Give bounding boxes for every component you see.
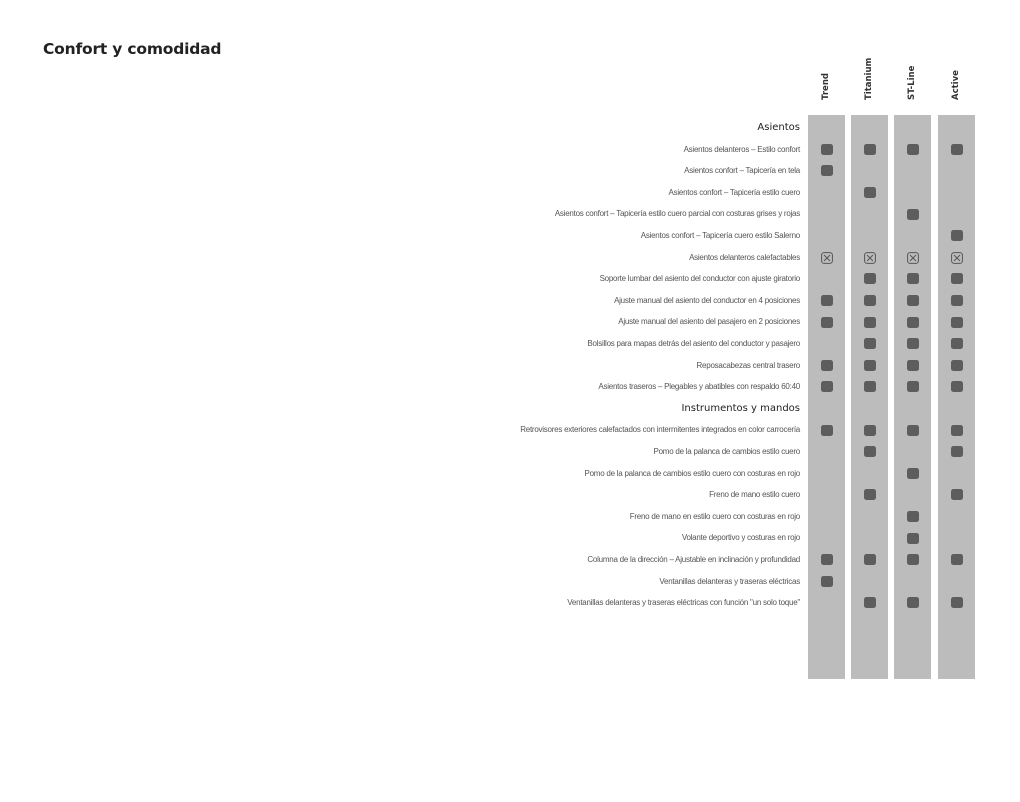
page-title: Confort y comodidad — [43, 40, 222, 58]
feature-label: Asientos traseros – Plegables y abatibles con respaldo 60:40 — [598, 382, 800, 392]
standard-mark-icon — [864, 381, 876, 392]
feature-label: Reposacabezas central trasero — [696, 360, 800, 370]
feature-label: Freno de mano estilo cuero — [709, 490, 800, 500]
table-row — [0, 484, 1020, 506]
feature-label: Ajuste manual del asiento del pasajero en 2 posiciones — [618, 317, 800, 327]
feature-label: Soporte lumbar del asiento del conductor con ajuste giratorio — [599, 274, 800, 284]
standard-mark-icon — [951, 489, 963, 500]
trim-header-label: Titanium — [863, 57, 874, 100]
feature-label: Asientos delanteros calefactables — [689, 252, 800, 262]
table-row — [0, 139, 1020, 161]
standard-mark-icon — [951, 273, 963, 284]
standard-mark-icon — [951, 144, 963, 155]
feature-label: Ajuste manual del asiento del conductor en 4 posiciones — [614, 295, 800, 305]
standard-mark-icon — [864, 446, 876, 457]
standard-mark-icon — [864, 187, 876, 198]
standard-mark-icon — [821, 165, 833, 176]
table-row — [0, 441, 1020, 463]
standard-mark-icon — [907, 511, 919, 522]
standard-mark-icon — [821, 425, 833, 436]
trim-header-active — [938, 62, 975, 110]
optional-mark-icon — [951, 252, 963, 263]
table-row — [0, 549, 1020, 571]
table-row — [0, 355, 1020, 377]
standard-mark-icon — [864, 144, 876, 155]
table-row — [0, 419, 1020, 441]
standard-mark-icon — [907, 597, 919, 608]
table-row — [0, 268, 1020, 290]
optional-mark-icon — [864, 252, 876, 263]
standard-mark-icon — [864, 597, 876, 608]
optional-mark-icon — [821, 252, 833, 263]
table-row — [0, 160, 1020, 182]
feature-label: Freno de mano en estilo cuero con costuras en rojo — [629, 511, 800, 521]
standard-mark-icon — [951, 425, 963, 436]
standard-mark-icon — [821, 381, 833, 392]
standard-mark-icon — [864, 273, 876, 284]
standard-mark-icon — [907, 144, 919, 155]
standard-mark-icon — [864, 360, 876, 371]
standard-mark-icon — [951, 597, 963, 608]
standard-mark-icon — [821, 554, 833, 565]
standard-mark-icon — [951, 317, 963, 328]
table-row — [0, 333, 1020, 355]
feature-label: Pomo de la palanca de cambios estilo cuero con costuras en rojo — [584, 468, 800, 478]
table-row — [0, 376, 1020, 398]
standard-mark-icon — [821, 360, 833, 371]
feature-label: Asientos confort – Tapicería estilo cuero parcial con costuras grises y rojas — [554, 209, 800, 219]
trim-header-label: Active — [950, 70, 961, 100]
standard-mark-icon — [864, 338, 876, 349]
standard-mark-icon — [907, 381, 919, 392]
feature-label: Asientos confort – Tapicería estilo cuero — [668, 187, 800, 197]
table-row — [0, 203, 1020, 225]
trim-header-titanium — [851, 57, 888, 110]
standard-mark-icon — [951, 360, 963, 371]
standard-mark-icon — [907, 360, 919, 371]
optional-mark-icon — [907, 252, 919, 263]
standard-mark-icon — [907, 554, 919, 565]
table-row — [0, 506, 1020, 528]
standard-mark-icon — [821, 576, 833, 587]
table-row — [0, 311, 1020, 333]
table-row — [0, 225, 1020, 247]
section-row — [0, 117, 1020, 139]
standard-mark-icon — [907, 209, 919, 220]
standard-mark-icon — [951, 554, 963, 565]
table-row — [0, 182, 1020, 204]
table-row — [0, 290, 1020, 312]
feature-label: Volante deportivo y costuras en rojo — [681, 533, 800, 543]
section-row — [0, 398, 1020, 420]
feature-label: Pomo de la palanca de cambios estilo cuero — [653, 447, 800, 456]
standard-mark-icon — [821, 144, 833, 155]
standard-mark-icon — [864, 489, 876, 500]
standard-mark-icon — [951, 230, 963, 241]
table-row — [0, 463, 1020, 485]
standard-mark-icon — [907, 295, 919, 306]
standard-mark-icon — [864, 295, 876, 306]
standard-mark-icon — [951, 446, 963, 457]
standard-mark-icon — [864, 317, 876, 328]
feature-label: Asientos confort – Tapicería en tela — [684, 166, 800, 176]
section-heading: Instrumentos y mandos — [681, 402, 800, 414]
table-row — [0, 592, 1020, 614]
standard-mark-icon — [907, 317, 919, 328]
trim-header-label: ST-Line — [906, 65, 917, 100]
standard-mark-icon — [951, 338, 963, 349]
standard-mark-icon — [864, 554, 876, 565]
table-row — [0, 571, 1020, 593]
table-row — [0, 247, 1020, 269]
standard-mark-icon — [907, 273, 919, 284]
standard-mark-icon — [951, 295, 963, 306]
standard-mark-icon — [821, 295, 833, 306]
trim-header-label: Trend — [820, 73, 831, 100]
trim-header-st-line — [894, 62, 931, 110]
standard-mark-icon — [907, 468, 919, 479]
table-row — [0, 527, 1020, 549]
feature-label: Columna de la dirección – Ajustable en inclinación y profundidad — [587, 555, 800, 564]
standard-mark-icon — [821, 317, 833, 328]
feature-label: Asientos confort – Tapicería cuero estilo Salerno — [640, 231, 800, 240]
standard-mark-icon — [864, 425, 876, 436]
feature-label: Asientos delanteros – Estilo confort — [683, 144, 800, 154]
feature-label: Ventanillas delanteras y traseras eléctricas — [659, 576, 800, 586]
standard-mark-icon — [907, 338, 919, 349]
standard-mark-icon — [951, 381, 963, 392]
feature-label: Bolsillos para mapas detrás del asiento del conductor y pasajero — [587, 339, 800, 348]
standard-mark-icon — [907, 533, 919, 544]
feature-label: Retrovisores exteriores calefactados con intermitentes integrados en color carrocería — [520, 425, 800, 435]
feature-label: Ventanillas delanteras y traseras eléctricas con función "un solo toque" — [567, 598, 800, 608]
trim-header-trend — [808, 62, 845, 110]
standard-mark-icon — [907, 425, 919, 436]
section-heading: Asientos — [757, 122, 800, 133]
